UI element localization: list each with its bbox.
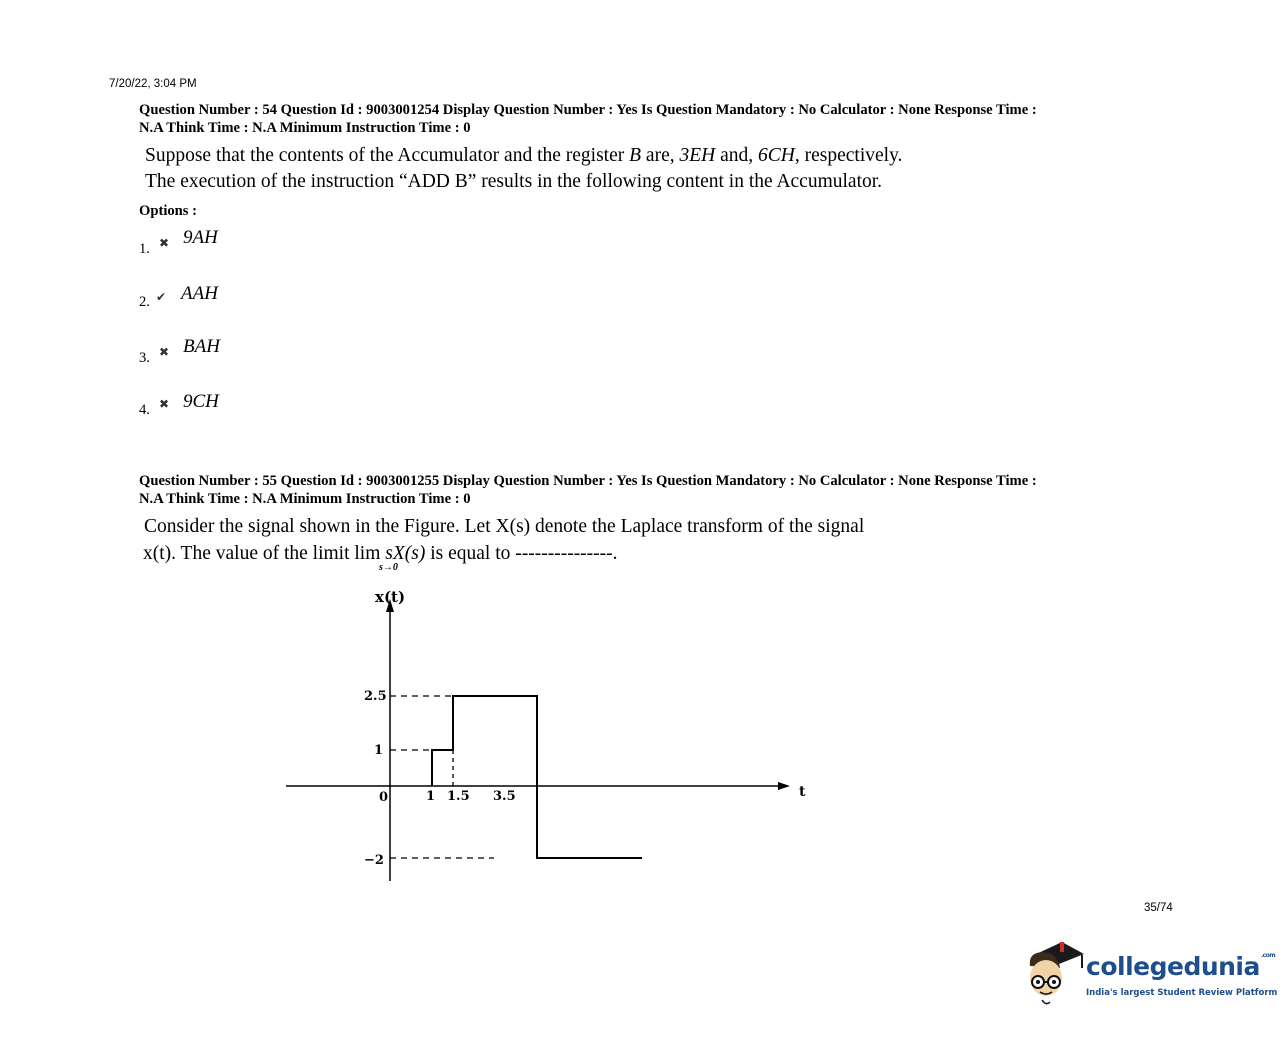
question-55-text-line2: x(t). The value of the limit lim sX(s) is equal to ---------------. (143, 543, 618, 564)
logo-domain-suffix: .com (1260, 952, 1276, 959)
question-54-text-line2: The execution of the instruction “ADD B” results in the following content in the Accumulator. (145, 171, 883, 192)
y-axis-label: x(t) (375, 588, 406, 606)
collegedunia-tagline: India's largest Student Review Platform (1086, 988, 1278, 998)
option-number: 3. (139, 350, 150, 366)
option-value: BAH (183, 336, 220, 357)
limit-subscript: s→0 (379, 562, 398, 573)
options-label: Options : (139, 203, 197, 219)
x-tick-1-5: 1.5 (447, 789, 470, 804)
x-axis-arrow-icon (778, 782, 790, 790)
question-54-meta-line1: Question Number : 54 Question Id : 9003001254 Display Question Number : Yes Is Question Mandatory : No Calculator : None Response Time : (139, 102, 1037, 118)
question-55-meta-line2: N.A Think Time : N.A Minimum Instruction Time : 0 (139, 491, 471, 507)
wrong-mark-icon: ✖ (159, 397, 170, 411)
question-54-text-line1: Suppose that the contents of the Accumulator and the register B are, 3EH and, 6CH, respectively. (145, 145, 903, 166)
question-55-text-line1: Consider the signal shown in the Figure. Let X(s) denote the Laplace transform of the signal (144, 516, 865, 537)
signal-line (432, 696, 642, 858)
correct-check-icon: ✔ (156, 290, 167, 304)
collegedunia-mascot-icon (1022, 938, 1086, 1010)
option-value: 9AH (183, 227, 218, 248)
wrong-mark-icon: ✖ (159, 345, 170, 359)
y-tick-1: 1 (374, 743, 384, 758)
option-2 (139, 283, 218, 311)
y-tick-minus-2: −2 (364, 853, 384, 868)
option-1 (139, 227, 218, 258)
print-timestamp: 7/20/22, 3:04 PM (109, 78, 197, 90)
option-4 (139, 391, 219, 419)
y-tick-2-5: 2.5 (364, 689, 387, 704)
option-number: 4. (139, 402, 150, 418)
option-number: 1. (139, 241, 150, 257)
signal-figure (280, 585, 820, 890)
option-3 (139, 336, 220, 367)
x-axis-label: t (799, 784, 806, 800)
option-value: 9CH (183, 391, 219, 412)
option-number: 2. (139, 294, 150, 310)
x-tick-3-5: 3.5 (493, 789, 516, 804)
page-number: 35/74 (1144, 902, 1173, 914)
x-tick-1: 1 (426, 789, 436, 804)
wrong-mark-icon: ✖ (159, 236, 170, 250)
y-tick-0: 0 (379, 790, 389, 805)
collegedunia-logo-text: collegedunia$^{.com}$ (1086, 952, 1276, 981)
question-55-meta-line1: Question Number : 55 Question Id : 9003001255 Display Question Number : Yes Is Question Mandatory : No Calculator : None Response Time : (139, 473, 1037, 489)
option-value: AAH (181, 283, 218, 304)
question-54-meta-line2: N.A Think Time : N.A Minimum Instruction Time : 0 (139, 120, 471, 136)
